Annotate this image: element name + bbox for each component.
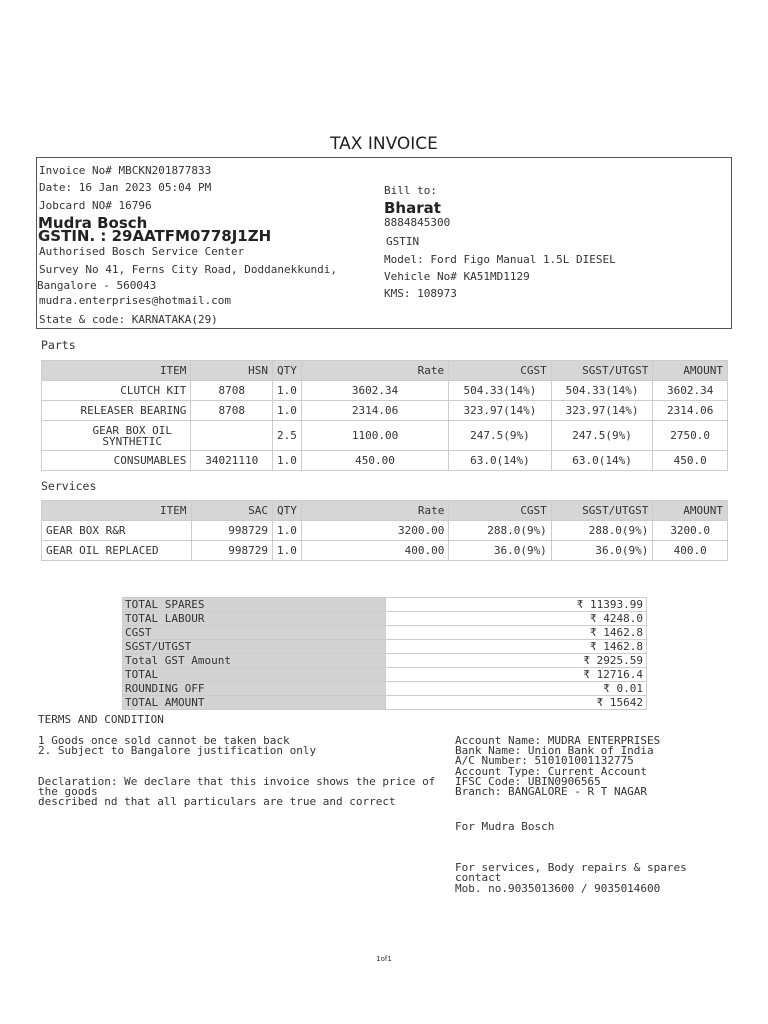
header-qty: QTY [273,501,302,521]
totals-label: Total GST Amount [123,654,386,668]
item-hsn: 8708 [191,401,273,421]
vehicle-model: Model: Ford Figo Manual 1.5L DIESEL [384,253,616,266]
header-sac: SAC [191,501,272,521]
header-hsn: HSN [191,361,273,381]
totals-table [122,597,647,710]
totals-value: ₹ 0.01 [386,682,647,696]
header-rate: Rate [301,361,448,381]
services-header-row [42,501,728,521]
item-sgst: 323.97(14%) [551,401,653,421]
totals-value: ₹ 15642 [386,696,647,710]
header-item: ITEM [42,501,192,521]
table-row [42,451,728,471]
item-amount: 2314.06 [653,401,728,421]
declaration-line-3: described nd that all particulars are true and correct [38,795,396,808]
declaration-line-1: Declaration: We declare that this invoice shows the price of [38,775,436,788]
item-amount: 3602.34 [653,381,728,401]
item-name-line1: GEAR BOX OIL [92,423,172,437]
vehicle-number: Vehicle No# KA51MD1129 [384,270,530,283]
totals-value: ₹ 2925.59 [386,654,647,668]
header-amount: AMOUNT [653,361,728,381]
table-row [42,521,728,541]
bank-account-name: Account Name: MUDRA ENTERPRISES [455,734,661,747]
item-name: RELEASER BEARING [42,401,191,421]
totals-value: ₹ 4248.0 [386,612,647,626]
company-address-line1: Survey No 41, Ferns City Road, Doddanekkundi, [39,263,338,276]
totals-label: CGST [123,626,386,640]
company-email: mudra.enterprises@hotmail.com [39,294,232,307]
header-sgst: SGST/UTGST [551,501,653,521]
totals-value: ₹ 12716.4 [386,668,647,682]
header-rate: Rate [301,501,449,521]
item-sgst: 504.33(14%) [551,381,653,401]
totals-row [123,612,647,626]
customer-name: Bharat [384,199,441,217]
bank-branch: Branch: BANGALORE - R T NAGAR [455,785,648,798]
item-rate: 450.00 [301,451,448,471]
item-name: CONSUMABLES [42,451,191,471]
totals-row [123,598,647,612]
item-qty: 1.0 [273,451,302,471]
header-sgst: SGST/UTGST [551,361,653,381]
bill-to-label: Bill to: [384,184,437,197]
contact-line-3: Mob. no.9035013600 / 9035014600 [455,882,661,895]
parts-header-row [42,361,728,381]
page-title: TAX INVOICE [330,134,438,154]
service-name: GEAR OIL REPLACED [42,541,192,561]
table-row [42,401,728,421]
service-sgst: 36.0(9%) [551,541,653,561]
service-rate: 400.00 [301,541,449,561]
item-rate: 3602.34 [301,381,448,401]
item-qty: 1.0 [273,381,302,401]
company-tagline: Authorised Bosch Service Center [39,245,245,258]
terms-heading: TERMS AND CONDITION [38,713,164,726]
item-name [42,421,191,451]
item-qty: 1.0 [273,401,302,421]
header-amount: AMOUNT [653,501,728,521]
services-table [41,500,728,561]
item-cgst: 323.97(14%) [449,401,552,421]
services-label: Services [41,479,97,493]
jobcard-number: Jobcard NO# 16796 [39,199,152,212]
item-cgst: 63.0(14%) [449,451,552,471]
contact-line-2: contact [455,871,502,884]
totals-row [123,668,647,682]
bank-name: Bank Name: Union Bank of India [455,744,654,757]
customer-gstin: GSTIN [386,235,420,248]
totals-value: ₹ 1462.8 [386,640,647,654]
item-rate: 2314.06 [301,401,448,421]
state-code: State & code: KARNATAKA(29) [39,313,218,326]
invoice-date: Date: 16 Jan 2023 05:04 PM [39,181,212,194]
service-sac: 998729 [191,541,272,561]
totals-row [123,640,647,654]
totals-value: ₹ 1462.8 [386,626,647,640]
service-amount: 400.0 [653,541,728,561]
page-number: 1of1 [376,955,392,963]
item-cgst: 504.33(14%) [449,381,552,401]
item-sgst: 63.0(14%) [551,451,653,471]
contact-line-1: For services, Body repairs & spares [455,861,687,874]
table-row [42,541,728,561]
service-cgst: 288.0(9%) [449,521,551,541]
item-hsn: 8708 [191,381,273,401]
service-sgst: 288.0(9%) [551,521,653,541]
service-qty: 1.0 [273,541,302,561]
header-item: ITEM [42,361,191,381]
bank-account-type: Account Type: Current Account [455,765,648,778]
totals-label: ROUNDING OFF [123,682,386,696]
terms-line-1: 1 Goods once sold cannot be taken back [38,734,290,747]
item-amount: 450.0 [653,451,728,471]
header-qty: QTY [273,361,302,381]
service-cgst: 36.0(9%) [449,541,551,561]
parts-label: Parts [41,338,76,352]
company-address-line2: Bangalore - 560043 [37,279,157,292]
totals-label: TOTAL SPARES [123,598,386,612]
item-hsn: 34021110 [191,451,273,471]
totals-row [123,654,647,668]
header-cgst: CGST [449,361,552,381]
item-name-line2: SYNTHETIC [102,434,163,448]
declaration-line-2: the goods [38,785,98,798]
customer-phone: 8884845300 [384,216,451,229]
vehicle-kms: KMS: 108973 [384,287,457,300]
table-row [42,421,728,451]
totals-row [123,696,647,710]
item-amount: 2750.0 [653,421,728,451]
item-rate: 1100.00 [301,421,448,451]
company-gstin: GSTIN. : 29AATFM0778J1ZH [38,227,272,245]
service-rate: 3200.00 [301,521,449,541]
totals-value: ₹ 11393.99 [386,598,647,612]
item-name: CLUTCH KIT [42,381,191,401]
invoice-header [36,157,732,329]
header-cgst: CGST [449,501,551,521]
invoice-number: Invoice No# MBCKN201877833 [39,164,212,177]
service-qty: 1.0 [273,521,302,541]
company-name: Mudra Bosch [38,214,148,232]
terms-line-2: 2. Subject to Bangalore justification only [38,744,317,757]
totals-label: TOTAL LABOUR [123,612,386,626]
item-cgst: 247.5(9%) [449,421,552,451]
bank-ifsc: IFSC Code: UBIN0906565 [455,775,601,788]
bank-account-number: A/C Number: 510101001132775 [455,754,634,767]
totals-row [123,626,647,640]
item-hsn [191,421,273,451]
service-amount: 3200.0 [653,521,728,541]
item-qty: 2.5 [273,421,302,451]
table-row [42,381,728,401]
totals-label: TOTAL AMOUNT [123,696,386,710]
item-sgst: 247.5(9%) [551,421,653,451]
service-name: GEAR BOX R&R [42,521,192,541]
totals-label: SGST/UTGST [123,640,386,654]
for-signatory: For Mudra Bosch [455,820,555,833]
totals-row [123,682,647,696]
parts-table [41,360,728,471]
service-sac: 998729 [191,521,272,541]
totals-label: TOTAL [123,668,386,682]
